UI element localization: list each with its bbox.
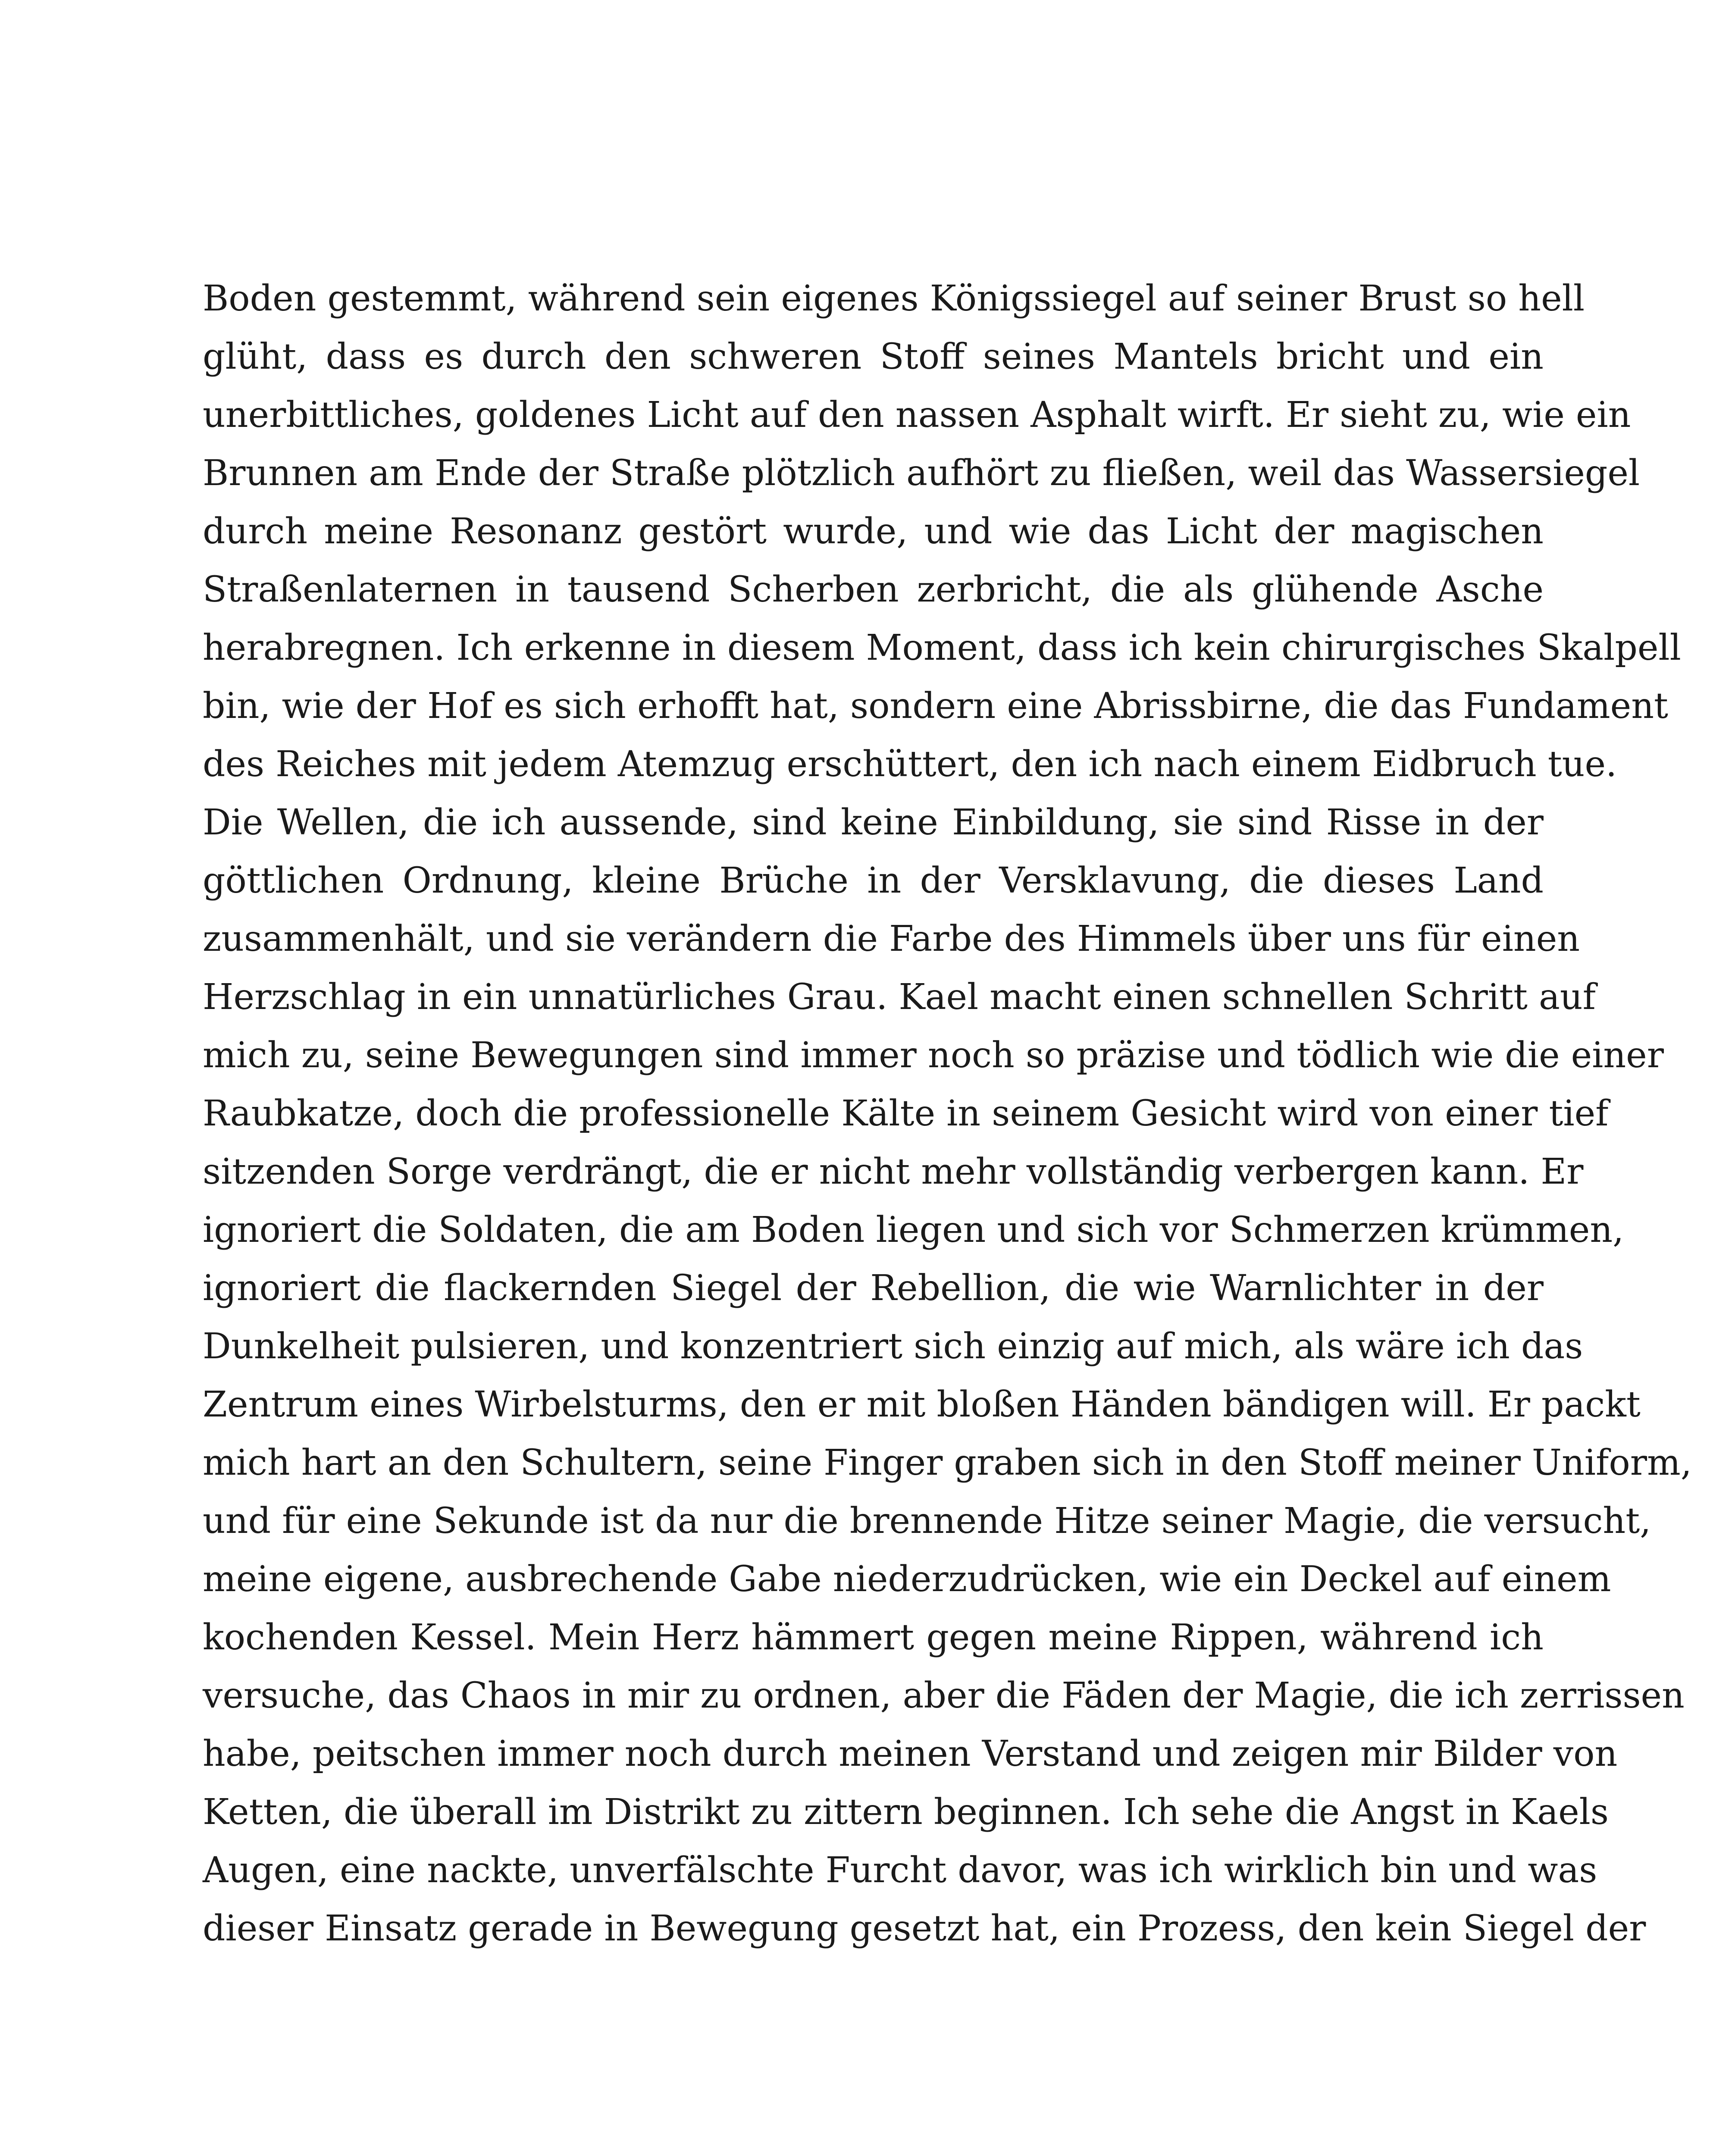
text-line: ignoriert die Soldaten, die am Boden liegen und sich vor Schmerzen krümmen, xyxy=(203,1210,1624,1250)
text-line: Brunnen am Ende der Straße plötzlich aufhört zu fließen, weil das Wassersiegel xyxy=(203,453,1640,494)
text-line: Augen, eine nackte, unverfälschte Furcht davor, was ich wirklich bin und was xyxy=(203,1850,1597,1891)
text-line: glüht, dass es durch den schweren Stoff seines Mantels bricht und ein xyxy=(203,336,1544,377)
text-line: göttlichen Ordnung, kleine Brüche in der Versklavung, die dieses Land xyxy=(203,860,1544,901)
text-line: meine eigene, ausbrechende Gabe niederzudrücken, wie ein Deckel auf einem xyxy=(203,1559,1611,1600)
text-line: herabregnen. Ich erkenne in diesem Moment, dass ich kein chirurgisches Skalpell xyxy=(203,627,1681,668)
body-paragraph xyxy=(203,270,1692,1958)
text-line: Raubkatze, doch die professionelle Kälte in seinem Gesicht wird von einer tief xyxy=(203,1093,1609,1134)
text-line: Boden gestemmt, während sein eigenes Königssiegel auf seiner Brust so hell xyxy=(203,278,1585,319)
text-line: sitzenden Sorge verdrängt, die er nicht mehr vollständig verbergen kann. Er xyxy=(203,1151,1584,1192)
text-line: mich hart an den Schultern, seine Finger graben sich in den Stoff meiner Uniform, xyxy=(203,1442,1692,1483)
text-line: dieser Einsatz gerade in Bewegung gesetzt hat, ein Prozess, den kein Siegel der xyxy=(203,1908,1646,1949)
text-line: Dunkelheit pulsieren, und konzentriert sich einzig auf mich, als wäre ich das xyxy=(203,1326,1583,1367)
text-line: Straßenlaternen in tausend Scherben zerbricht, die als glühende Asche xyxy=(203,569,1544,610)
text-line: Herzschlag in ein unnatürliches Grau. Kael macht einen schnellen Schritt auf xyxy=(203,977,1596,1018)
text-line: durch meine Resonanz gestört wurde, und wie das Licht der magischen xyxy=(203,511,1544,552)
text-line: ignoriert die flackernden Siegel der Rebellion, die wie Warnlichter in der xyxy=(203,1268,1544,1309)
text-line: zusammenhält, und sie verändern die Farbe des Himmels über uns für einen xyxy=(203,918,1580,959)
text-line: habe, peitschen immer noch durch meinen Verstand und zeigen mir Bilder von xyxy=(203,1733,1618,1774)
text-line: kochenden Kessel. Mein Herz hämmert gegen meine Rippen, während ich xyxy=(203,1617,1544,1658)
text-line: Die Wellen, die ich aussende, sind keine Einbildung, sie sind Risse in der xyxy=(203,802,1544,843)
text-line: versuche, das Chaos in mir zu ordnen, aber die Fäden der Magie, die ich zerrissen xyxy=(203,1675,1685,1716)
text-line: und für eine Sekunde ist da nur die brennende Hitze seiner Magie, die versucht, xyxy=(203,1501,1651,1542)
text-line: mich zu, seine Bewegungen sind immer noch so präzise und tödlich wie die einer xyxy=(203,1035,1664,1076)
text-line: Zentrum eines Wirbelsturms, den er mit bloßen Händen bändigen will. Er packt xyxy=(203,1384,1641,1425)
text-line: des Reiches mit jedem Atemzug erschüttert, den ich nach einem Eidbruch tue. xyxy=(203,744,1617,785)
text-line: unerbittliches, goldenes Licht auf den nassen Asphalt wirft. Er sieht zu, wie ein xyxy=(203,395,1631,436)
text-line: bin, wie der Hof es sich erhofft hat, sondern eine Abrissbirne, die das Fundament xyxy=(203,686,1668,727)
text-line: Ketten, die überall im Distrikt zu zittern beginnen. Ich sehe die Angst in Kaels xyxy=(203,1792,1609,1833)
